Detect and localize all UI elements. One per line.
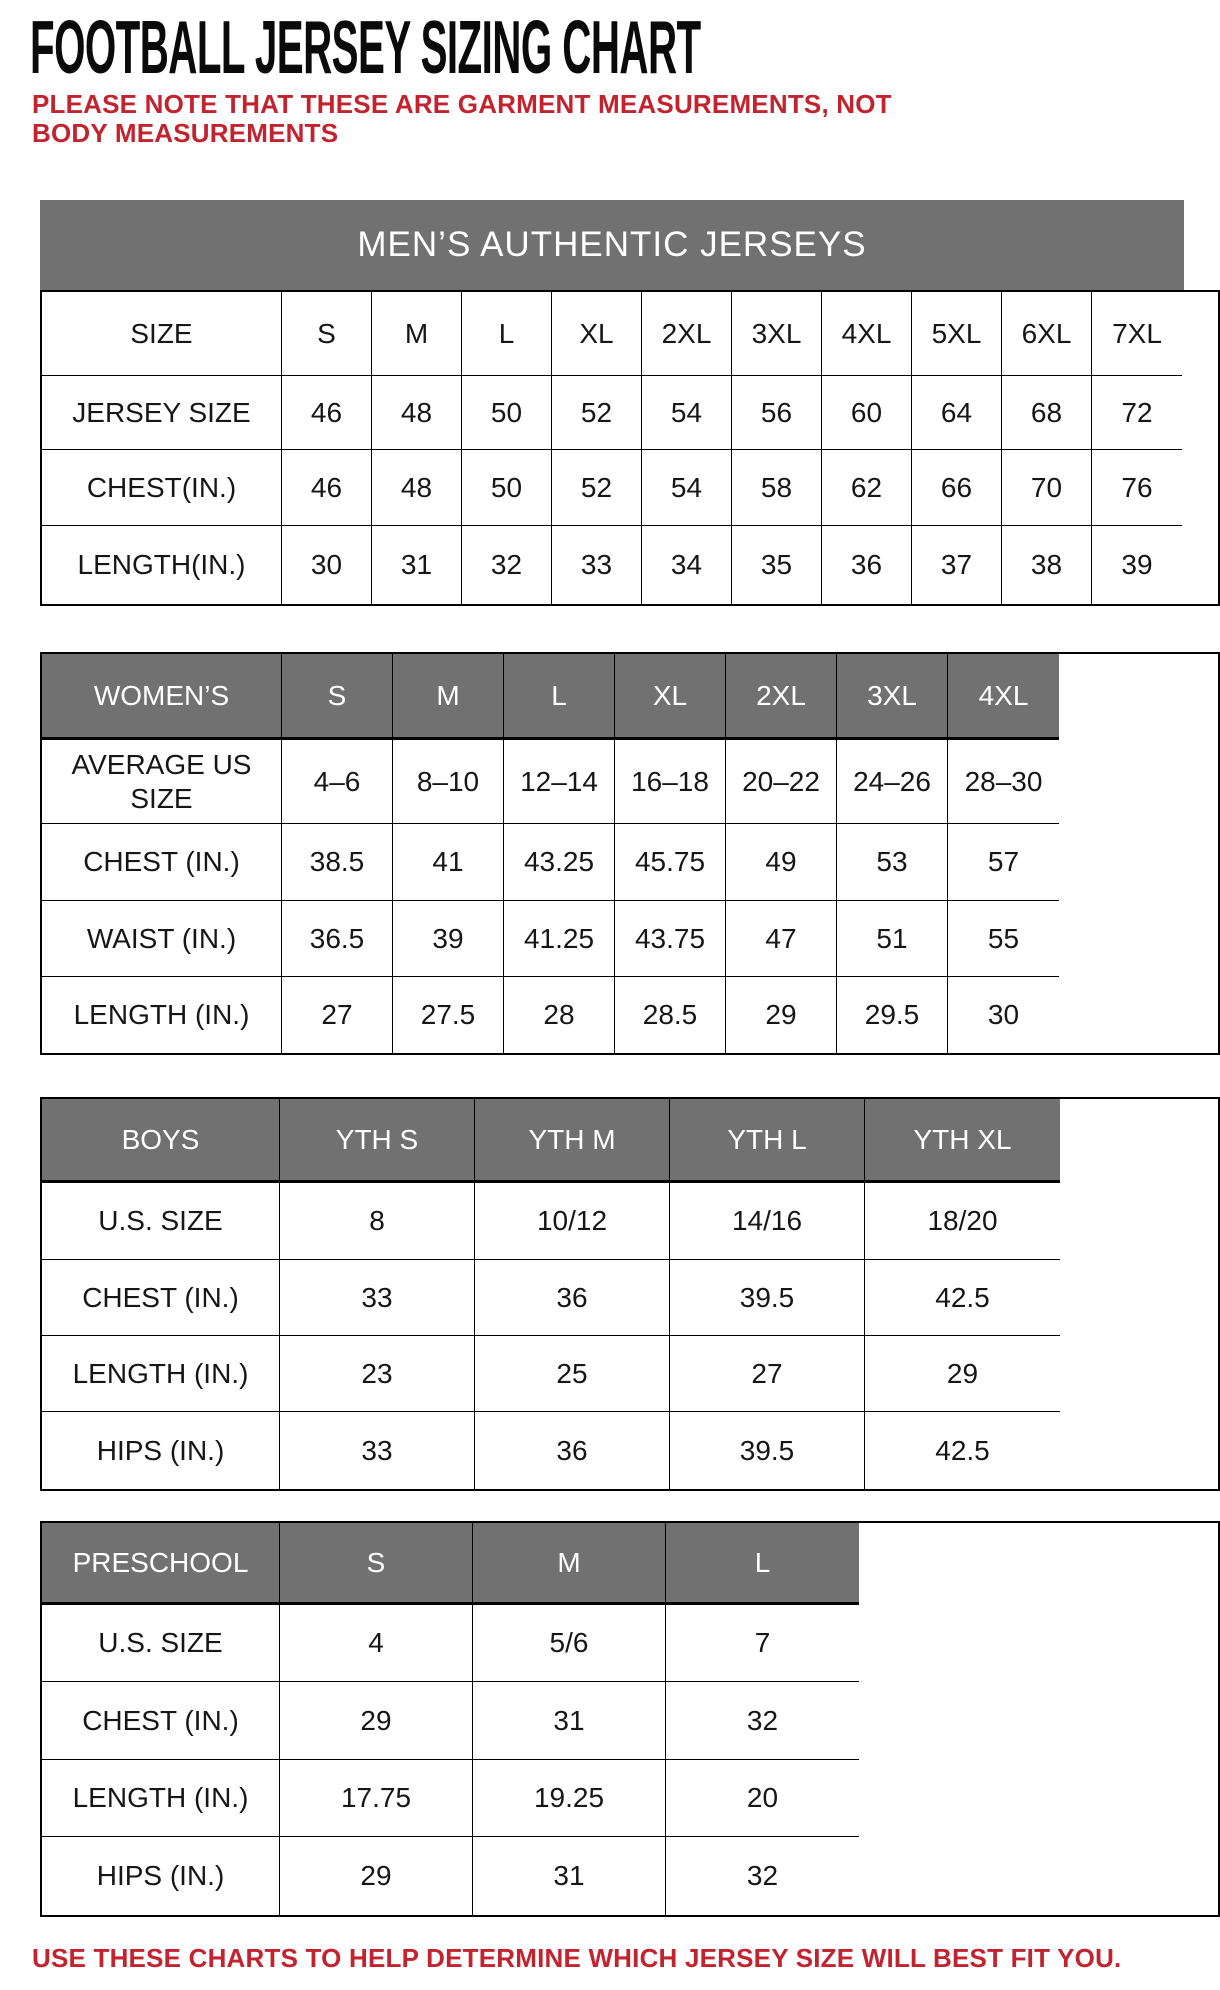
table-cell: 66 xyxy=(912,450,1002,526)
row-label: LENGTH(IN.) xyxy=(42,526,282,604)
table-cell: 60 xyxy=(822,376,912,450)
table-cell: 43.75 xyxy=(615,901,726,977)
table-cell: 33 xyxy=(280,1412,475,1489)
row-label: HIPS (IN.) xyxy=(42,1412,280,1489)
column-header: L xyxy=(666,1523,859,1605)
table-cell: 72 xyxy=(1092,376,1182,450)
table-cell: 28.5 xyxy=(615,977,726,1053)
table-cell: 29 xyxy=(280,1837,473,1915)
row-label: LENGTH (IN.) xyxy=(42,1336,280,1412)
column-header: 2XL xyxy=(726,654,837,740)
row-label: U.S. SIZE xyxy=(42,1605,280,1682)
column-header: 3XL xyxy=(732,292,822,376)
table-cell: 33 xyxy=(552,526,642,604)
table-cell: 39.5 xyxy=(670,1412,865,1489)
table-cell: 50 xyxy=(462,450,552,526)
table-cell: 30 xyxy=(987,999,1020,1031)
preschool-sizing-table xyxy=(40,1521,1220,1917)
table-cell: 51 xyxy=(837,901,948,977)
table-cell: 14/16 xyxy=(670,1183,865,1260)
column-header: L xyxy=(504,654,615,740)
column-header: 5XL xyxy=(912,292,1002,376)
mens-sizing-table xyxy=(40,290,1220,606)
table-cell: 53 xyxy=(837,824,948,901)
header-row-label: WOMEN’S xyxy=(42,654,282,740)
page-header xyxy=(30,6,1220,90)
table-cell: 46 xyxy=(282,376,372,450)
fit-guidance-note: USE THESE CHARTS TO HELP DETERMINE WHICH JERSEY SIZE WILL BEST FIT YOU. xyxy=(32,1943,1122,1973)
table-cell: 32 xyxy=(462,526,552,604)
table-cell: 29 xyxy=(726,977,837,1053)
table-cell: 36 xyxy=(475,1412,670,1489)
table-cell: 42.5 xyxy=(865,1260,1060,1336)
table-cell: 47 xyxy=(726,901,837,977)
table-cell: 48 xyxy=(372,450,462,526)
row-label: CHEST (IN.) xyxy=(42,1260,280,1336)
table-cell: 4 xyxy=(280,1605,473,1682)
table-cell: 35 xyxy=(732,526,822,604)
column-header: S xyxy=(282,654,393,740)
row-label: LENGTH (IN.) xyxy=(42,977,282,1053)
row-label: CHEST (IN.) xyxy=(42,824,282,901)
table-cell: 56 xyxy=(732,376,822,450)
table-cell: 24–26 xyxy=(837,740,948,824)
column-header: XL xyxy=(615,654,726,740)
table-cell: 12–14 xyxy=(504,740,615,824)
table-cell: 41.25 xyxy=(504,901,615,977)
table-cell: 33 xyxy=(280,1260,475,1336)
table-cell: 29 xyxy=(865,1336,1060,1412)
table-cell: 55 xyxy=(948,901,1059,977)
table-cell: 37 xyxy=(912,526,1002,604)
table-cell: 17.75 xyxy=(280,1760,473,1837)
table-cell: 7 xyxy=(666,1605,859,1682)
table-cell: 52 xyxy=(552,450,642,526)
table-cell: 49 xyxy=(726,824,837,901)
row-label: U.S. SIZE xyxy=(42,1183,280,1260)
table-cell: 36 xyxy=(475,1260,670,1336)
column-header: 7XL xyxy=(1092,292,1182,376)
table-cell: 38 xyxy=(1002,526,1092,604)
column-header: S xyxy=(282,292,372,376)
table-cell: 29 xyxy=(280,1682,473,1760)
table-cell: 41 xyxy=(393,824,504,901)
column-header: M xyxy=(393,654,504,740)
table-cell: 27 xyxy=(670,1336,865,1412)
measurement-note: PLEASE NOTE THAT THESE ARE GARMENT MEASUREMENTS, NOT BODY MEASUREMENTS xyxy=(32,89,892,148)
column-header: YTH M xyxy=(475,1099,670,1183)
table-cell: 43.25 xyxy=(504,824,615,901)
table-cell: 8–10 xyxy=(393,740,504,824)
table-cell: 42.5 xyxy=(935,1434,990,1466)
table-cell: 39.5 xyxy=(670,1260,865,1336)
row-label: CHEST(IN.) xyxy=(42,450,282,526)
table-cell: 31 xyxy=(473,1837,666,1915)
table-cell: 39 xyxy=(393,901,504,977)
table-cell: 52 xyxy=(552,376,642,450)
table-cell: 32 xyxy=(666,1682,859,1760)
row-label: CHEST (IN.) xyxy=(42,1682,280,1760)
table-cell: 32 xyxy=(746,1860,779,1892)
table-cell: 5/6 xyxy=(473,1605,666,1682)
column-header: 4XL xyxy=(948,654,1059,740)
column-header: 4XL xyxy=(822,292,912,376)
row-label: AVERAGE US SIZE xyxy=(42,740,282,824)
table-cell: 28 xyxy=(504,977,615,1053)
table-cell: 29.5 xyxy=(837,977,948,1053)
table-cell: 54 xyxy=(642,450,732,526)
column-header: 2XL xyxy=(642,292,732,376)
table-cell: 36.5 xyxy=(282,901,393,977)
column-header: S xyxy=(280,1523,473,1605)
page-title: FOOTBALL JERSEY SIZING CHART xyxy=(30,6,701,90)
column-header: 3XL xyxy=(837,654,948,740)
row-label: LENGTH (IN.) xyxy=(42,1760,280,1837)
column-header: YTH L xyxy=(670,1099,865,1183)
row-label: HIPS (IN.) xyxy=(42,1837,280,1915)
header-row-label: SIZE xyxy=(42,292,282,376)
column-header: M xyxy=(473,1523,666,1605)
table-cell: 70 xyxy=(1002,450,1092,526)
table-cell: 68 xyxy=(1002,376,1092,450)
table-cell: 31 xyxy=(473,1682,666,1760)
table-cell: 38.5 xyxy=(282,824,393,901)
header-row-label: PRESCHOOL xyxy=(42,1523,280,1605)
table-cell: 10/12 xyxy=(475,1183,670,1260)
table-cell: 4–6 xyxy=(282,740,393,824)
mens-table-banner: MEN’S AUTHENTIC JERSEYS xyxy=(40,200,1184,290)
table-cell: 36 xyxy=(822,526,912,604)
table-cell: 30 xyxy=(282,526,372,604)
table-cell: 45.75 xyxy=(615,824,726,901)
table-cell: 54 xyxy=(642,376,732,450)
table-cell: 20–22 xyxy=(726,740,837,824)
table-cell: 50 xyxy=(462,376,552,450)
table-cell: 46 xyxy=(282,450,372,526)
table-cell: 27 xyxy=(282,977,393,1053)
header-row-label: BOYS xyxy=(42,1099,280,1183)
table-cell: 48 xyxy=(372,376,462,450)
table-cell: 27.5 xyxy=(393,977,504,1053)
table-cell: 25 xyxy=(475,1336,670,1412)
table-cell: 57 xyxy=(948,824,1059,901)
table-cell: 23 xyxy=(280,1336,475,1412)
table-cell: 18/20 xyxy=(865,1183,1060,1260)
column-header: YTH XL xyxy=(865,1099,1060,1183)
table-cell: 39 xyxy=(1121,549,1153,581)
womens-sizing-table xyxy=(40,652,1220,1055)
table-cell: 8 xyxy=(280,1183,475,1260)
column-header: L xyxy=(462,292,552,376)
table-cell: 28–30 xyxy=(948,740,1059,824)
table-cell: 76 xyxy=(1092,450,1182,526)
column-header: YTH S xyxy=(280,1099,475,1183)
table-cell: 31 xyxy=(372,526,462,604)
column-header: M xyxy=(372,292,462,376)
table-cell: 34 xyxy=(642,526,732,604)
table-cell: 62 xyxy=(822,450,912,526)
table-cell: 16–18 xyxy=(615,740,726,824)
column-header: XL xyxy=(552,292,642,376)
boys-sizing-table xyxy=(40,1097,1220,1491)
column-header: 6XL xyxy=(1002,292,1092,376)
row-label: WAIST (IN.) xyxy=(42,901,282,977)
table-cell: 19.25 xyxy=(473,1760,666,1837)
table-cell: 20 xyxy=(666,1760,859,1837)
table-cell: 58 xyxy=(732,450,822,526)
table-cell: 64 xyxy=(912,376,1002,450)
row-label: JERSEY SIZE xyxy=(42,376,282,450)
